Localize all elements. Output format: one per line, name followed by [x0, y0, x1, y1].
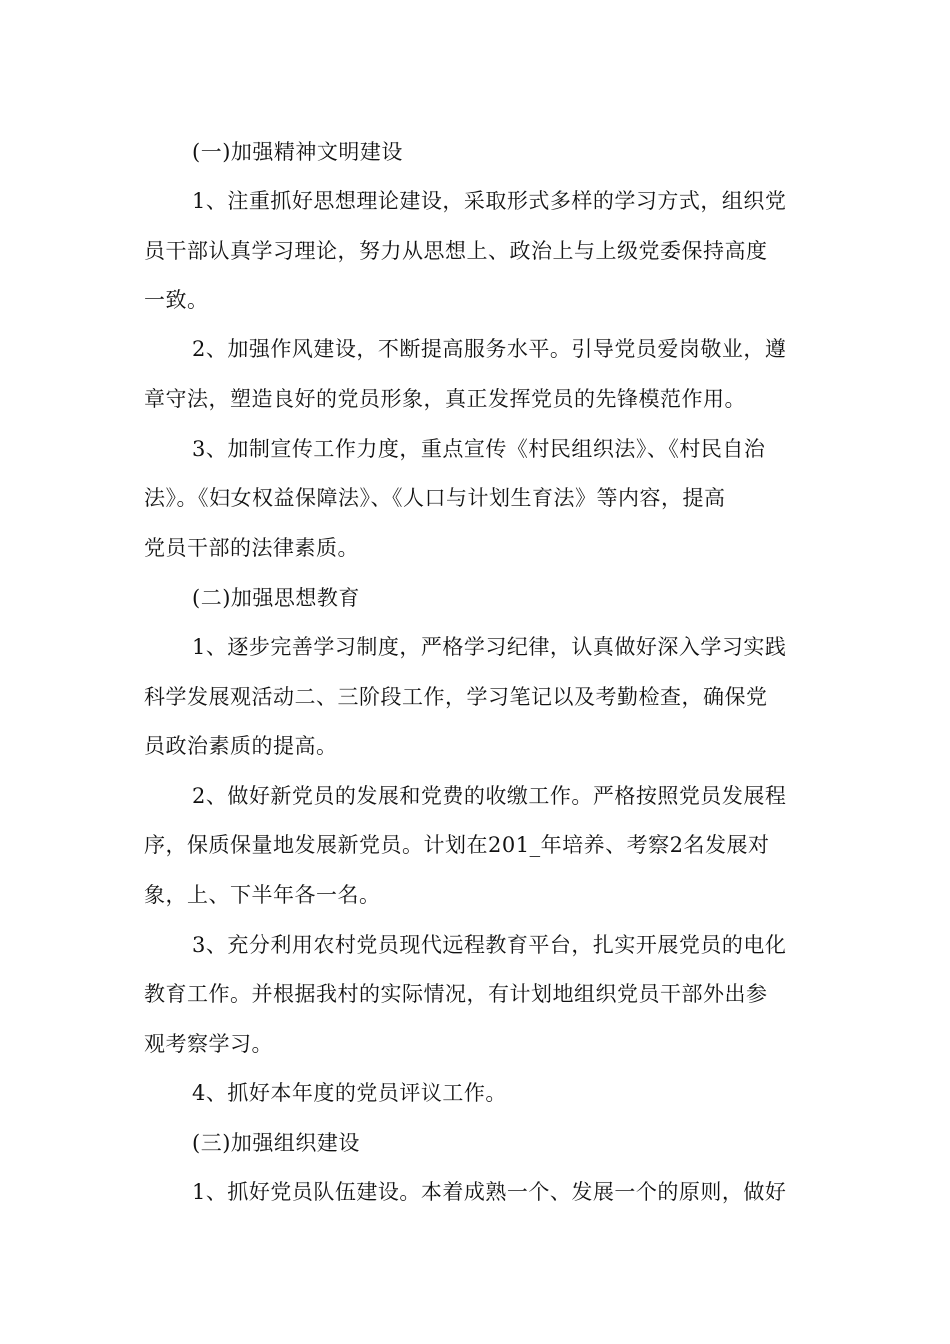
paragraph-line: [0, 721, 950, 771]
paragraph-line: [0, 820, 950, 870]
paragraph-line: [0, 176, 950, 226]
paragraph-text: 1、注重抓好思想理论建设，采取形式多样的学习方式，组织党: [192, 189, 787, 213]
paragraph-line: [0, 374, 950, 424]
paragraph-line: [0, 1167, 950, 1217]
paragraph-text: 1、抓好党员队伍建设。本着成熟一个、发展一个的原则，做好: [192, 1180, 787, 1204]
heading-text: (一)加强精神文明建设: [192, 140, 403, 164]
section-heading: [0, 573, 950, 623]
paragraph-text: 科学发展观活动二、三阶段工作，学习笔记以及考勤检查，确保党: [144, 685, 768, 709]
section-heading: [0, 1118, 950, 1168]
paragraph-text: 序，保质保量地发展新党员。计划在201_年培养、考察2名发展对: [144, 833, 770, 857]
paragraph-text: 教育工作。并根据我村的实际情况，有计划地组织党员干部外出参: [144, 982, 768, 1006]
paragraph-text: 一致。: [144, 288, 209, 312]
paragraph-line: [0, 523, 950, 573]
paragraph-text: 观考察学习。: [144, 1032, 273, 1056]
section-heading: [0, 127, 950, 177]
paragraph-text: 章守法，塑造良好的党员形象，真正发挥党员的先锋模范作用。: [144, 387, 746, 411]
paragraph-text: 4、抓好本年度的党员评议工作。: [192, 1081, 507, 1105]
paragraph-line: [0, 1019, 950, 1069]
paragraph-line: [0, 1068, 950, 1118]
heading-text: (二)加强思想教育: [192, 586, 360, 610]
paragraph-line: [0, 622, 950, 672]
paragraph-text: 员政治素质的提高。: [144, 734, 338, 758]
paragraph-text: 2、加强作风建设，不断提高服务水平。引导党员爱岗敬业，遵: [192, 337, 787, 361]
paragraph-text: 2、做好新党员的发展和党费的收缴工作。严格按照党员发展程: [192, 784, 787, 808]
paragraph-line: [0, 226, 950, 276]
paragraph-text: 1、逐步完善学习制度，严格学习纪律，认真做好深入学习实践: [192, 635, 787, 659]
paragraph-line: [0, 672, 950, 722]
paragraph-line: [0, 771, 950, 821]
paragraph-line: [0, 969, 950, 1019]
paragraph-text: 党员干部的法律素质。: [144, 536, 359, 560]
paragraph-line: [0, 275, 950, 325]
heading-text: (三)加强组织建设: [192, 1131, 360, 1155]
paragraph-line: [0, 920, 950, 970]
paragraph-line: [0, 473, 950, 523]
paragraph-line: [0, 870, 950, 920]
paragraph-line: [0, 324, 950, 374]
paragraph-text: 象，上、下半年各一名。: [144, 883, 381, 907]
paragraph-text: 法》。《妇女权益保障法》、《人口与计划生育法》等内容，提高: [144, 486, 726, 510]
paragraph-text: 员干部认真学习理论，努力从思想上、政治上与上级党委保持高度: [144, 239, 768, 263]
paragraph-line: [0, 424, 950, 474]
paragraph-text: 3、充分利用农村党员现代远程教育平台，扎实开展党员的电化: [192, 933, 787, 957]
paragraph-text: 3、加制宣传工作力度，重点宣传《村民组织法》、《村民自治: [192, 437, 766, 461]
